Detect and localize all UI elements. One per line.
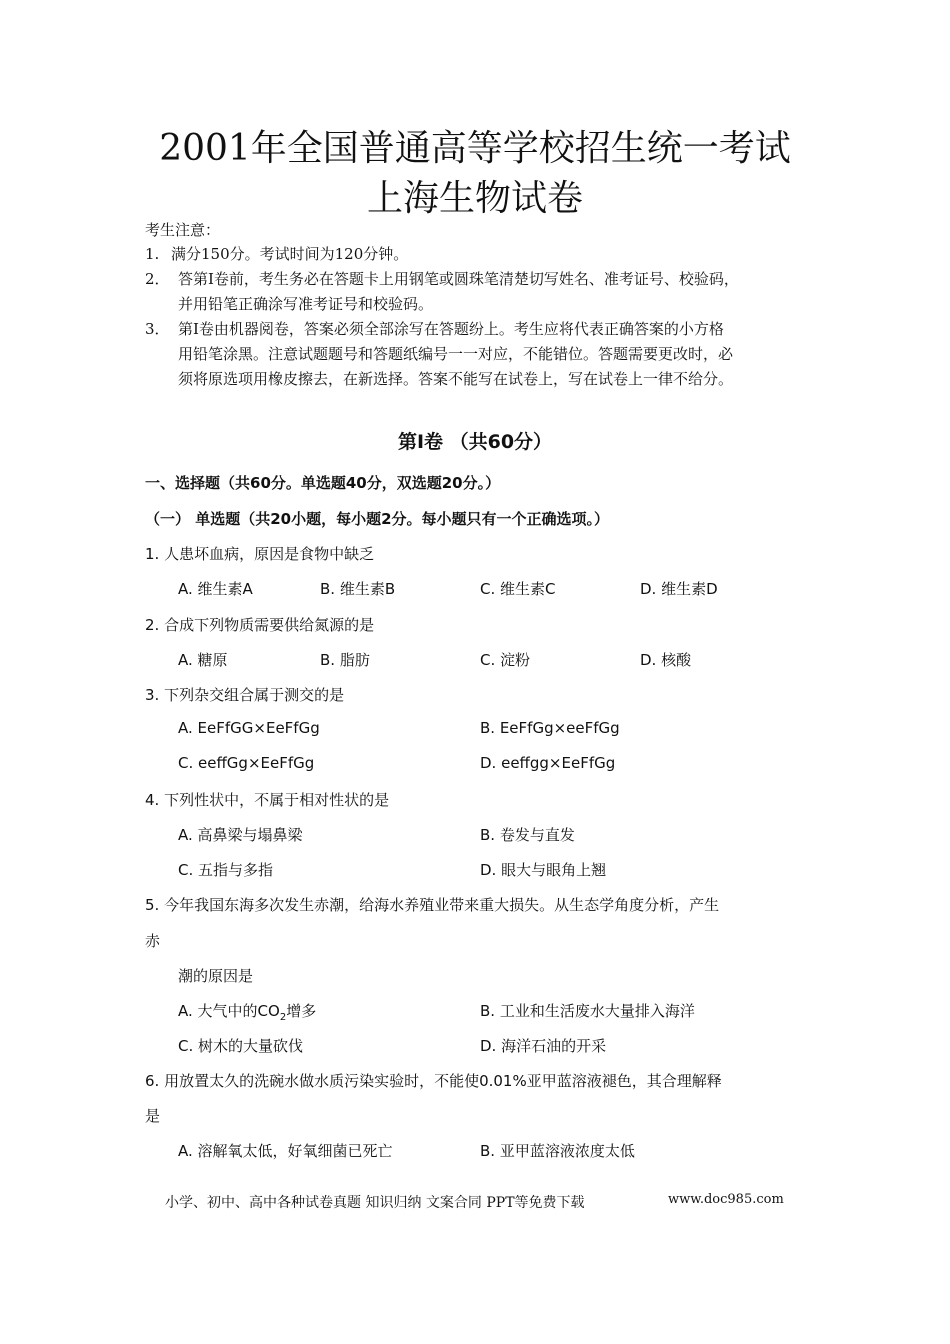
notice-item-2 [145,267,739,291]
question-stem-wrap: 赤 [145,932,161,950]
option-a: A. 维生素A [178,580,253,598]
footer-text: 小学、初中、高中各种试卷真题 知识归纳 文案合同 PPT等免费下载 [165,1195,585,1211]
notice-item-number: 2． [145,270,170,288]
footer-link[interactable]: www.doc985.com [668,1192,784,1207]
option-c: C. 五指与多指 [178,861,274,879]
option-d: D. 核酸 [640,651,692,669]
option-d: D. eeffgg×EeFfGg [480,754,616,772]
notice-item-text: 满分150分。考试时间为120分钟。 [171,245,409,263]
part-heading: 一、选择题（共60分。单选题40分，双选题20分。） [145,474,501,492]
question-stem: 6. 用放置太久的洗碗水做水质污染实验时，不能使0.01%亚甲蓝溶液褪色，其合理解释 [145,1072,722,1090]
notice-item-text: 答第Ⅰ卷前，考生务必在答题卡上用钢笔或圆珠笔清楚切写姓名、准考证号、校验码， [178,270,739,288]
question-stem-continued: 潮的原因是 [178,967,254,985]
notice-item-text: 须将原选项用橡皮擦去，在新选择。答案不能写在试卷上，写在试卷上一律不给分。 [178,370,734,388]
option-b: B. 脂肪 [320,651,370,669]
option-a: A. 溶解氧太低，好氧细菌已死亡 [178,1142,393,1160]
question-stem: 5. 今年我国东海多次发生赤潮，给海水养殖业带来重大损失。从生态学角度分析，产生 [145,896,720,914]
notice-item-text: 用铅笔涂黑。注意试题题号和答题纸编号一一对应，不能错位。答题需要更改时，必 [178,345,734,363]
subpart-heading: （一） 单选题（共20小题，每小题2分。每小题只有一个正确选项。） [145,510,610,528]
option-c: C. 树木的大量砍伐 [178,1037,304,1055]
co2-subscript: 2 [279,1012,287,1023]
option-d: D. 维生素D [640,580,718,598]
option-a: A. EeFfGG×EeFfGg [178,719,320,737]
option-b: B. 维生素B [320,580,396,598]
option-d: D. 海洋石油的开采 [480,1037,607,1055]
option-a: A. 糖原 [178,651,228,669]
notice-item-3 [145,317,724,341]
option-a [178,1000,316,1023]
option-a-text: A. 大气中的CO [178,1002,280,1020]
option-d: D. 眼大与眼角上翘 [480,861,607,879]
option-a-tail: 增多 [286,1002,317,1020]
notice-item-text: 并用铅笔正确涂写准考证号和校验码。 [178,295,434,313]
notice-heading: 考生注意： [145,221,221,239]
question-stem: 1. 人患坏血病，原因是食物中缺乏 [145,545,375,563]
notice-item-number: 3． [145,320,170,338]
notice-item-1 [145,242,408,266]
option-c: C. 维生素C [480,580,556,598]
question-stem: 4. 下列性状中，不属于相对性状的是 [145,791,390,809]
question-stem: 3. 下列杂交组合属于测交的是 [145,686,345,704]
option-b: B. 亚甲蓝溶液浓度太低 [480,1142,635,1160]
notice-item-number: 1. [145,245,160,263]
section-heading: 第Ⅰ卷 （共60分） [397,431,553,453]
option-b: B. 卷发与直发 [480,826,575,844]
option-a: A. 高鼻梁与塌鼻梁 [178,826,303,844]
page-title: 2001年全国普通高等学校招生统一考试 [159,128,791,169]
question-stem-wrap: 是 [145,1107,161,1125]
question-stem: 2. 合成下列物质需要供给氮源的是 [145,616,375,634]
option-b: B. 工业和生活废水大量排入海洋 [480,1002,695,1020]
option-b: B. EeFfGg×eeFfGg [480,719,620,737]
notice-item-text: 第Ⅰ卷由机器阅卷，答案必须全部涂写在答题纷上。考生应将代表正确答案的小方格 [178,320,724,338]
page-subtitle: 上海生物试卷 [366,178,583,219]
option-c: C. 淀粉 [480,651,531,669]
option-c: C. eeffGg×EeFfGg [178,754,315,772]
